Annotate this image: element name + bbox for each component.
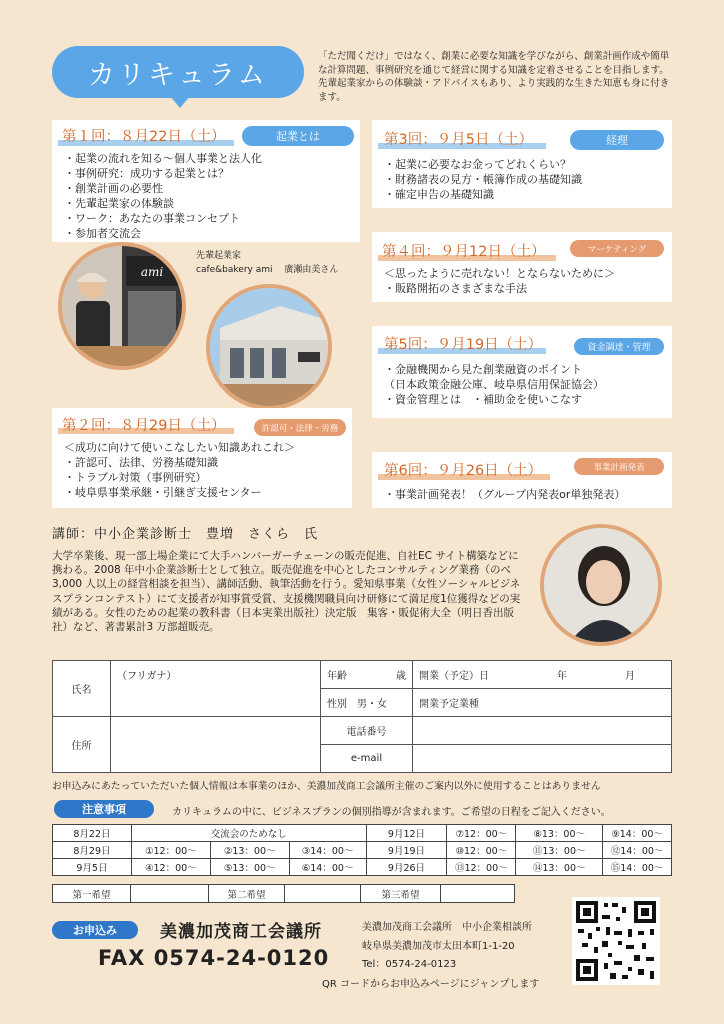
- schedule-slot[interactable]: ⑬12：00～: [447, 859, 516, 876]
- table-row: [53, 885, 515, 903]
- wish-table: [52, 884, 515, 903]
- session-2-items: ＜成功に向けて使いこなしたい知識あれこれ＞ ・許認可、法律、労務基礎知識 ・トラブル対策（事例研究） ・岐阜県事業承継・引継ぎ支援センター: [64, 441, 295, 499]
- email-label: e-mail: [321, 745, 413, 773]
- session-1-tag: 起業とは: [242, 126, 354, 146]
- photo-caption-1: 先輩起業家: [196, 251, 242, 261]
- gender-options: 男・女: [357, 699, 387, 710]
- office-phone: Tel：0574-24-0123: [362, 959, 457, 970]
- session-5-tag: 資金調達・管理: [574, 338, 664, 355]
- table-row: [53, 825, 672, 842]
- industry-field[interactable]: [413, 689, 672, 717]
- shop-sign-text: ami: [140, 265, 164, 279]
- age-label: 年齢: [327, 671, 347, 682]
- open-date-label: 開業（予定）日: [419, 671, 489, 682]
- lecturer-title: 講師：中小企業診断士 豊増 さくら 氏: [52, 527, 319, 542]
- session-4-items: ＜思ったように売れない！とならないために＞ ・販路開拓のさまざまな手法: [384, 267, 615, 295]
- schedule-slot[interactable]: ⑤13：00～: [210, 859, 289, 876]
- privacy-note: お申込みにあたっていただいた個人情報は本事業のほか、美濃加茂商工会議所主催のご案内以外に使用することはありません: [52, 781, 601, 792]
- schedule-cell: 9月19日: [366, 842, 447, 859]
- schedule-cell: 9月5日: [53, 859, 132, 876]
- session-3-tag: 経理: [570, 130, 664, 150]
- schedule-slot[interactable]: ②13：00～: [210, 842, 289, 859]
- schedule-cell: 8月29日: [53, 842, 132, 859]
- notice-tag: 注意事項: [54, 800, 154, 818]
- schedule-cell: 9月26日: [366, 859, 447, 876]
- session-5-items: ・金融機関から見た創業融資のポイント （日本政策金融公庫、岐阜県信用保証協会） ・資金管理とは ・補助金を使いこなす: [384, 363, 604, 406]
- email-field[interactable]: [413, 745, 672, 773]
- schedule-slot[interactable]: ④12：00～: [131, 859, 210, 876]
- phone-label: 電話番号: [321, 717, 413, 745]
- notice-text: カリキュラムの中に、ビジネスプランの個別指導が含まれます。ご希望の日程をご記入ください。: [172, 807, 611, 818]
- intro-text: 「ただ聞くだけ」ではなく、創業に必要な知識を学びながら、創業計画作成や簡単な計算問題、事例研究を通じて経営に関する知識を定着させることを目指します。先輩起業家からの体験談・アドバイスもあり、より実践的な生きた知恵も身に付きます。: [318, 51, 670, 103]
- session-5-title: 第5回：９月19日（土）: [384, 337, 543, 353]
- first-wish-label: 第一希望: [53, 885, 131, 903]
- schedule-table: [52, 824, 672, 876]
- second-wish-field[interactable]: [285, 885, 361, 903]
- age-field[interactable]: [321, 661, 413, 689]
- fax-number: FAX 0574-24-0120: [98, 946, 330, 970]
- table-row: [53, 842, 672, 859]
- table-row: [53, 859, 672, 876]
- third-wish-label: 第三希望: [361, 885, 441, 903]
- qr-note: QR コードからお申込みページにジャンプします: [322, 979, 540, 990]
- office-address: 岐阜県美濃加茂市太田本町1-1-20: [362, 941, 515, 952]
- phone-field[interactable]: [413, 717, 672, 745]
- photo-caption-2: cafe&bakery ami 廣瀬由美さん: [196, 265, 339, 275]
- year-unit: 年: [557, 671, 567, 682]
- name-label: 氏名: [53, 661, 111, 717]
- schedule-cell: 9月12日: [366, 825, 447, 842]
- curriculum-title-bubble: [52, 46, 304, 98]
- session-6-tag: 事業計画発表: [574, 458, 664, 475]
- age-unit: 歳: [396, 671, 406, 682]
- session-2-tag: 許認可・法律・労務: [254, 419, 346, 436]
- session-3-title: 第3回：９月5日（土）: [384, 132, 533, 148]
- session-3-items: ・起業に必要なお金ってどれくらい？ ・財務諸表の見方・帳簿作成の基礎知識 ・確定申告の基礎知識: [384, 158, 582, 201]
- org-name: 美濃加茂商工会議所: [160, 922, 322, 942]
- schedule-slot[interactable]: ③14：00～: [289, 842, 366, 859]
- qr-code[interactable]: [572, 897, 660, 985]
- session-1-title: 第１回：８月22日（土）: [62, 129, 226, 145]
- owner-photo: [58, 242, 186, 370]
- session-6-title: 第6回：９月26日（土）: [384, 463, 543, 479]
- address-label: 住所: [53, 717, 111, 773]
- office-line-1: 美濃加茂商工会議所 中小企業相談所: [362, 922, 532, 933]
- schedule-slot[interactable]: ⑭13：00～: [516, 859, 603, 876]
- gender-label: 性別: [327, 699, 347, 710]
- schedule-slot[interactable]: ⑪13：00～: [516, 842, 603, 859]
- first-wish-field[interactable]: [131, 885, 209, 903]
- month-unit: 月: [625, 671, 635, 682]
- session-4-title: 第４回：９月12日（土）: [382, 244, 546, 260]
- lecturer-photo: [540, 524, 662, 646]
- schedule-slot[interactable]: ⑨14：00～: [603, 825, 672, 842]
- session-6-items: ・事業計画発表！（グループ内発表or単独発表）: [384, 488, 626, 501]
- curriculum-title: カリキュラム: [88, 59, 268, 91]
- schedule-slot[interactable]: ⑧13：00～: [516, 825, 603, 842]
- schedule-slot[interactable]: ⑫14：00～: [603, 842, 672, 859]
- industry-label: 開業予定業種: [419, 699, 479, 710]
- schedule-slot[interactable]: ⑩12：00～: [447, 842, 516, 859]
- shop-photo: [206, 284, 332, 410]
- third-wish-field[interactable]: [441, 885, 515, 903]
- apply-tag: お申込み: [52, 921, 138, 939]
- gender-field[interactable]: [321, 689, 413, 717]
- open-date-field[interactable]: [413, 661, 672, 689]
- session-2-title: 第２回：８月29日（土）: [62, 418, 226, 434]
- schedule-cell: 交流会のためなし: [131, 825, 366, 842]
- application-form: [52, 660, 672, 773]
- furigana-label: （フリガナ）: [117, 671, 177, 682]
- second-wish-label: 第二希望: [209, 885, 285, 903]
- schedule-slot[interactable]: ①12：00～: [131, 842, 210, 859]
- lecturer-bio: 大学卒業後、現一部上場企業にて大手ハンバーガーチェーンの販売促進、自社EC サイト構築などに携わる。2008 年中小企業診断士として独立。販売促進を中心としたコンサルティング業務（のべ3,000 人以上の経営相談を担当）、講師活動、執筆活動を行う。愛知県事業（女性ソーシャルビジネスプランコンテスト）にて支援者が知事賞受賞、支援機関職員向け研修にて満足度1位獲得などの実績がある。女性のための起業の教科書（日本実業出版社）決定版 集客・販促術大全（明日香出版社）など、著書累計3 万部超販売。: [52, 550, 521, 634]
- schedule-slot[interactable]: ⑥14：00～: [289, 859, 366, 876]
- address-field[interactable]: [111, 717, 321, 773]
- schedule-slot[interactable]: ⑦12：00～: [447, 825, 516, 842]
- session-4-tag: マーケティング: [570, 240, 664, 257]
- session-1-items: ・起業の流れを知る～個人事業と法人化 ・事例研究：成功する起業とは？ ・創業計画の必要性 ・先輩起業家の体験談 ・ワーク：あなたの事業コンセプト ・参加者交流会: [64, 152, 262, 240]
- name-field[interactable]: [111, 661, 321, 717]
- schedule-cell: 8月22日: [53, 825, 132, 842]
- schedule-slot[interactable]: ⑮14：00～: [603, 859, 672, 876]
